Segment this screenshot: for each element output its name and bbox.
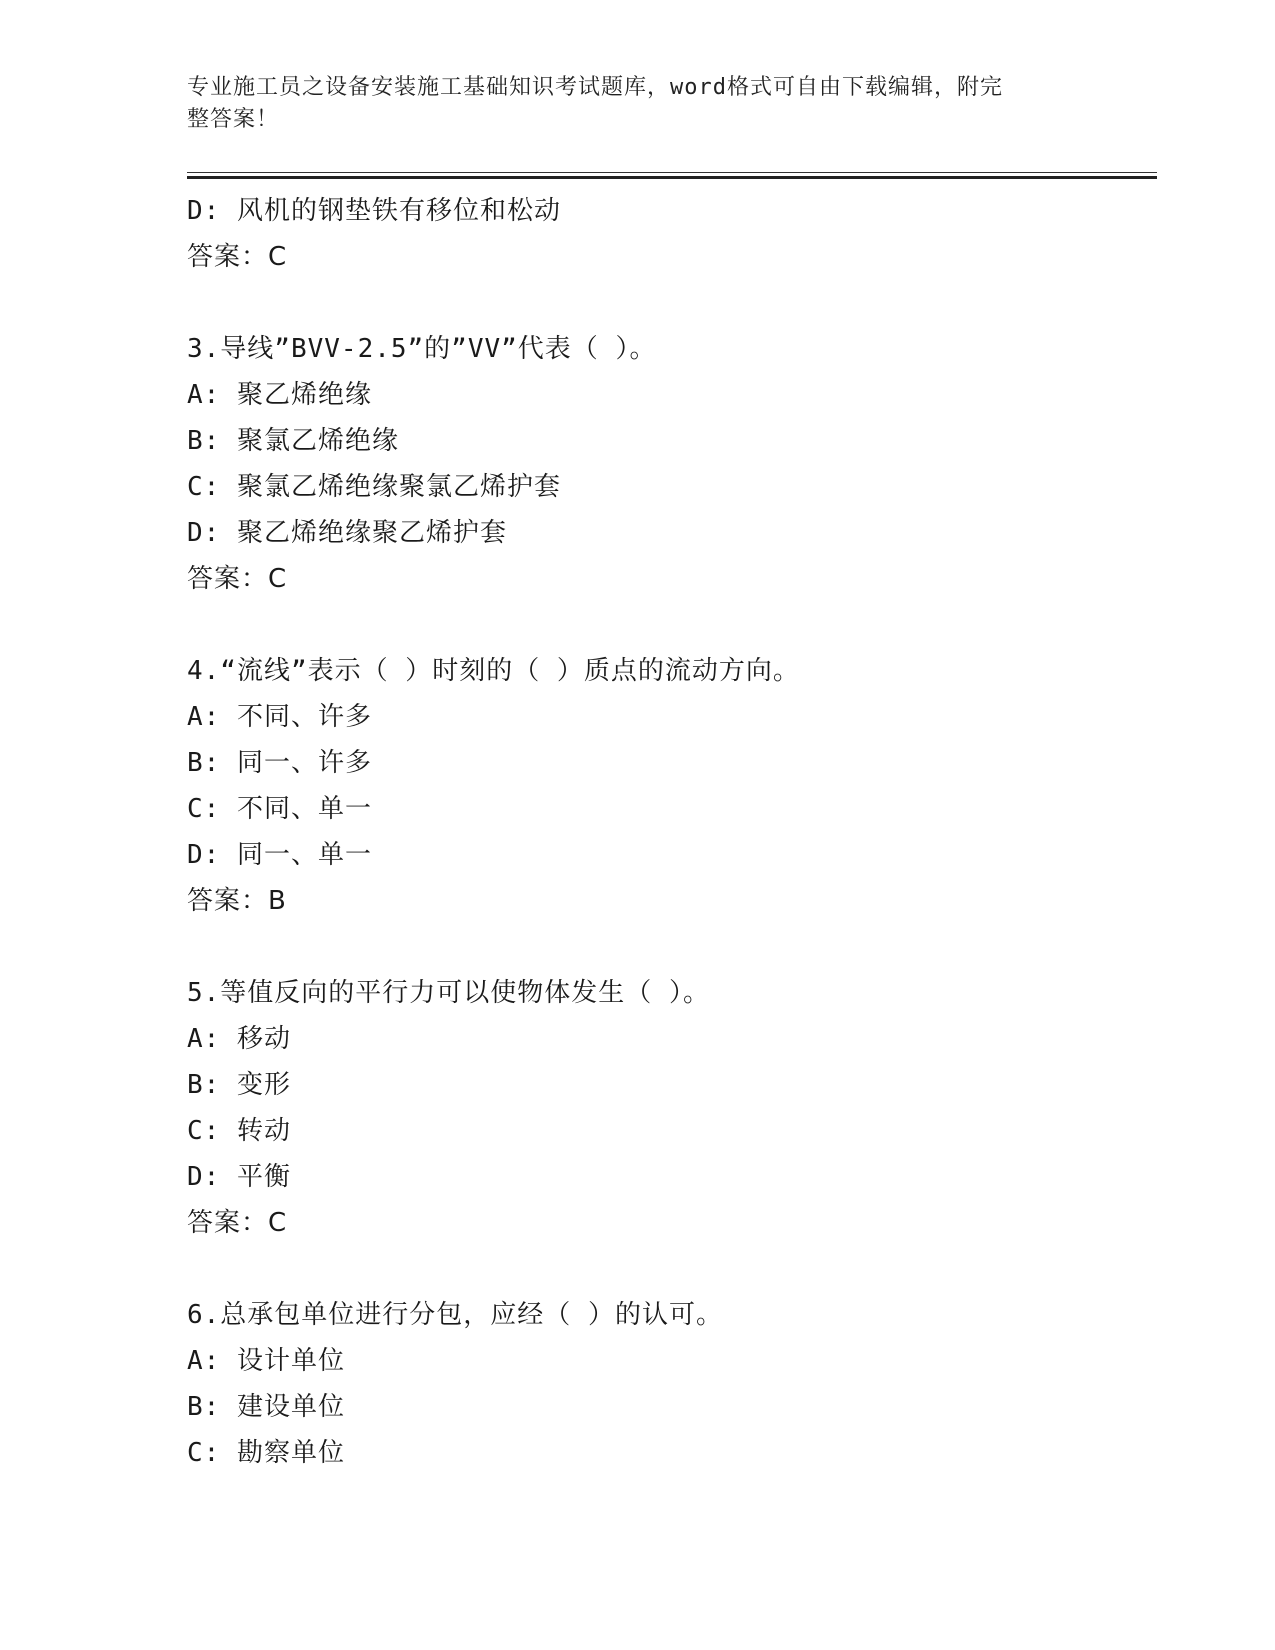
question-stem: 6.总承包单位进行分包，应经（ ）的认可。 xyxy=(187,1300,723,1330)
header-divider-thick xyxy=(187,176,1157,179)
question-list xyxy=(187,188,1147,1476)
option-d: D: 平衡 xyxy=(187,1162,291,1192)
option-b: B: 建设单位 xyxy=(187,1392,345,1422)
option-a: A: 聚乙烯绝缘 xyxy=(187,380,372,410)
answer-line: 答案：B xyxy=(187,886,287,916)
question-block-6 xyxy=(187,1292,1147,1476)
spacer xyxy=(187,602,1147,648)
question-block-5 xyxy=(187,970,1147,1246)
answer-line: 答案：C xyxy=(187,564,288,594)
option-d: D: 风机的钢垫铁有移位和松动 xyxy=(187,196,561,226)
spacer xyxy=(187,924,1147,970)
question-stem: 5.等值反向的平行力可以使物体发生（ ）。 xyxy=(187,978,710,1008)
header-title-line-1: 专业施工员之设备安装施工基础知识考试题库，word格式可自由下载编辑，附完 xyxy=(187,75,1003,100)
question-stem: 4.“流线”表示（ ）时刻的（ ）质点的流动方向。 xyxy=(187,656,800,686)
option-a: A: 设计单位 xyxy=(187,1346,345,1376)
question-block-3 xyxy=(187,326,1147,602)
header-divider-thin xyxy=(187,172,1157,173)
option-b: B: 同一、许多 xyxy=(187,748,372,778)
option-c: C: 聚氯乙烯绝缘聚氯乙烯护套 xyxy=(187,472,561,502)
option-a: A: 不同、许多 xyxy=(187,702,372,732)
document-header xyxy=(187,72,1087,136)
answer-line: 答案：C xyxy=(187,1208,288,1238)
option-c: C: 勘察单位 xyxy=(187,1438,345,1468)
option-b: B: 聚氯乙烯绝缘 xyxy=(187,426,399,456)
question-block-2-tail xyxy=(187,188,1147,280)
option-c: C: 转动 xyxy=(187,1116,291,1146)
option-b: B: 变形 xyxy=(187,1070,291,1100)
option-c: C: 不同、单一 xyxy=(187,794,372,824)
header-title-line-2: 整答案！ xyxy=(187,107,280,132)
spacer xyxy=(187,1246,1147,1292)
option-d: D: 同一、单一 xyxy=(187,840,372,870)
spacer xyxy=(187,280,1147,326)
answer-line: 答案：C xyxy=(187,242,288,272)
option-d: D: 聚乙烯绝缘聚乙烯护套 xyxy=(187,518,507,548)
option-a: A: 移动 xyxy=(187,1024,291,1054)
question-block-4 xyxy=(187,648,1147,924)
question-stem: 3.导线”BVV-2.5”的”VV”代表（ ）。 xyxy=(187,334,657,364)
